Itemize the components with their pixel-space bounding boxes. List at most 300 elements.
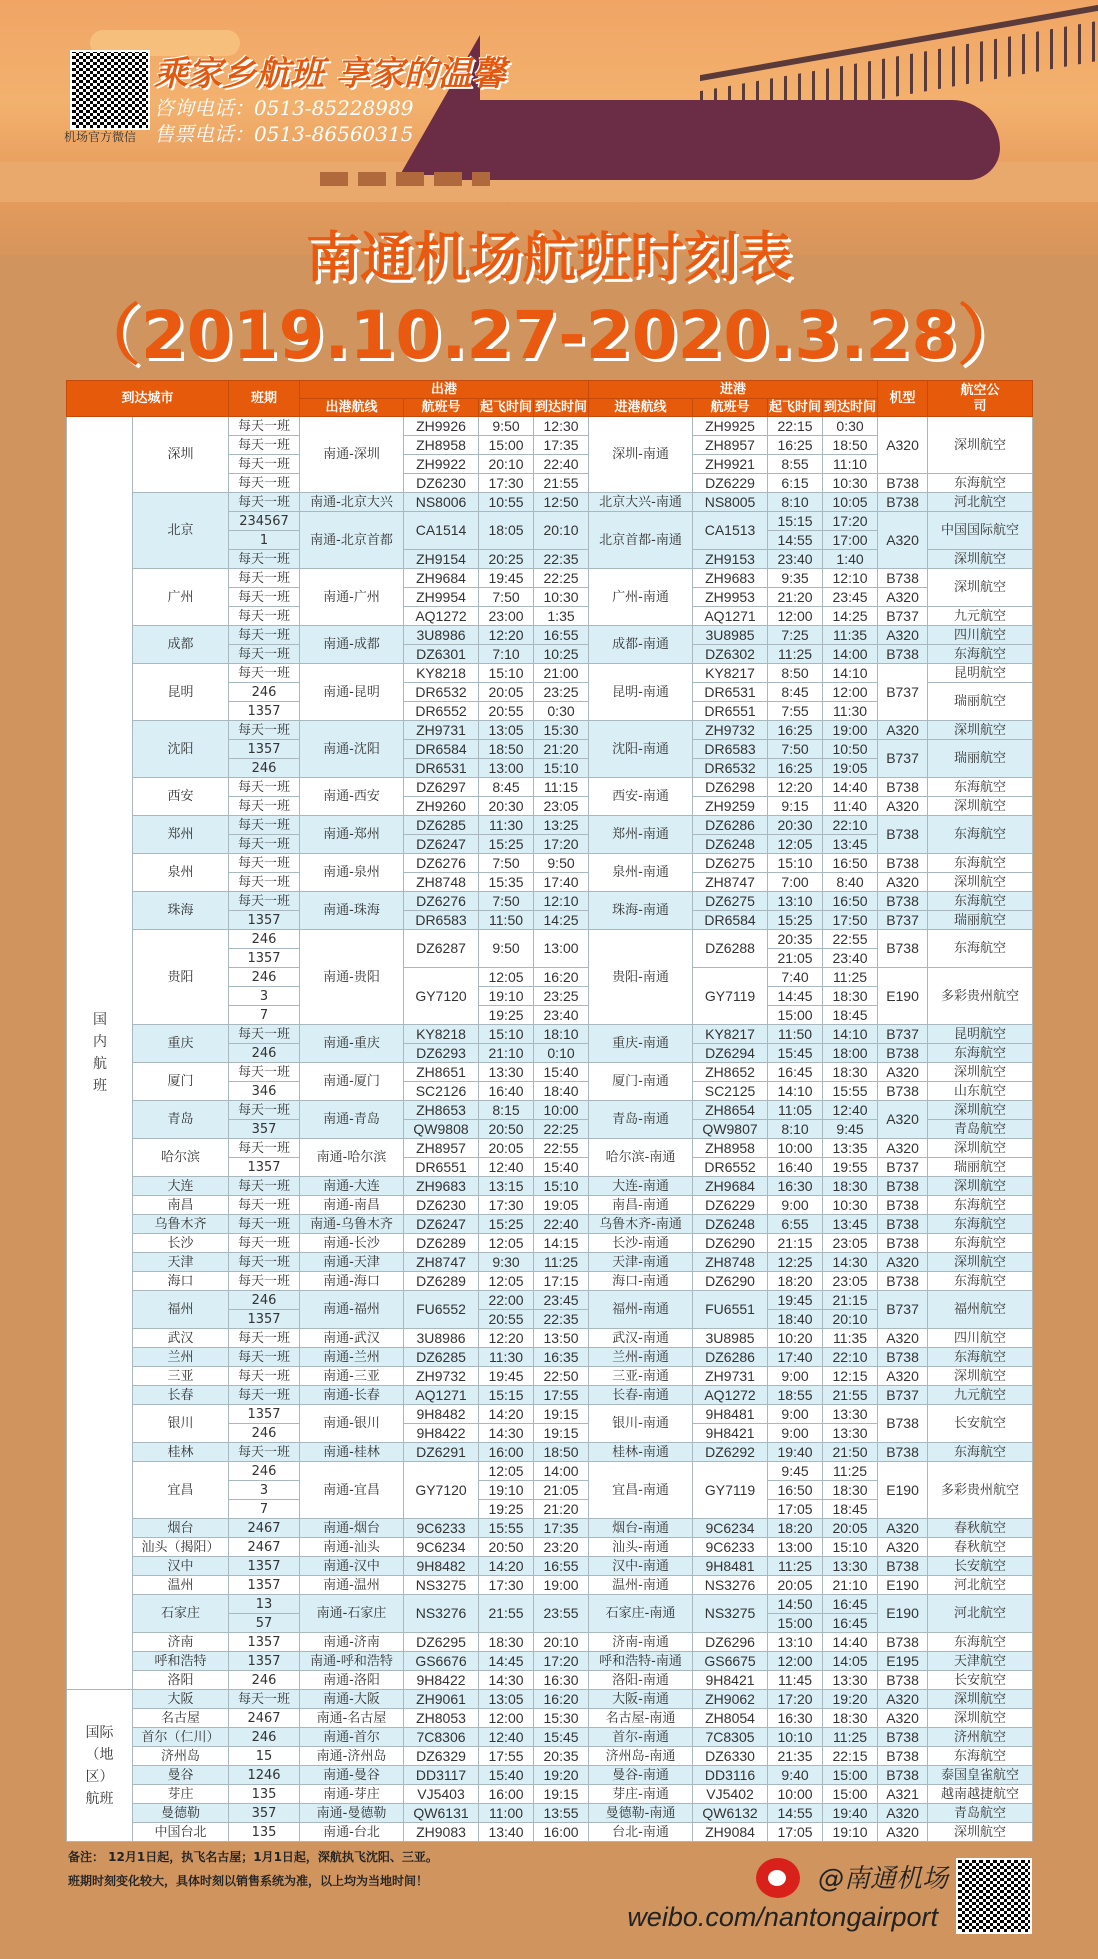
departure-route: 南通-温州: [300, 1576, 404, 1595]
weibo-qr-code[interactable]: [956, 1858, 1032, 1934]
departure-takeoff-time: 18:05: [479, 512, 534, 550]
departure-arrival-time: 21:05: [534, 1481, 589, 1500]
arrival-flight-number: ZH9084: [693, 1823, 768, 1842]
arrival-arrival-time: 17:20: [823, 512, 878, 531]
departure-arrival-time: 22:55: [534, 1139, 589, 1158]
airline-name: 瑞丽航空: [928, 1158, 1033, 1177]
departure-flight-number: DZ6297: [404, 778, 479, 797]
departure-arrival-time: 19:15: [534, 1785, 589, 1804]
arrival-route: 名古屋-南通: [589, 1709, 693, 1728]
arrival-route: 宜昌-南通: [589, 1462, 693, 1519]
arrival-arrival-time: 20:05: [823, 1519, 878, 1538]
schedule-days: 每天一班: [229, 1386, 300, 1405]
departure-takeoff-time: 11:00: [479, 1804, 534, 1823]
departure-route: 南通-武汉: [300, 1329, 404, 1348]
arrival-takeoff-time: 13:10: [768, 892, 823, 911]
arrival-arrival-time: 0:30: [823, 417, 878, 436]
departure-flight-number: DZ6295: [404, 1633, 479, 1652]
departure-takeoff-time: 13:15: [479, 1177, 534, 1196]
city-name: 宜昌: [133, 1462, 229, 1519]
header-schedule: 班期: [229, 381, 300, 417]
date-range: （2019.10.27-2020.3.28）: [74, 297, 1024, 374]
airline-name: 东海航空: [928, 1633, 1033, 1652]
arrival-flight-number: ZH9153: [693, 550, 768, 569]
departure-takeoff-time: 14:30: [479, 1424, 534, 1443]
schedule-days: 1357: [229, 1652, 300, 1671]
arrival-route: 汉中-南通: [589, 1557, 693, 1576]
departure-arrival-time: 16:30: [534, 1671, 589, 1690]
table-row: [67, 1709, 1033, 1728]
header-airline: 航空公司: [928, 381, 1033, 417]
arrival-takeoff-time: 22:15: [768, 417, 823, 436]
arrival-takeoff-time: 8:45: [768, 683, 823, 702]
schedule-days: 1357: [229, 911, 300, 930]
table-row: [67, 1196, 1033, 1215]
departure-arrival-time: 13:25: [534, 816, 589, 835]
city-name: 厦门: [133, 1063, 229, 1101]
arrival-route: 温州-南通: [589, 1576, 693, 1595]
city-name: 武汉: [133, 1329, 229, 1348]
arrival-takeoff-time: 17:05: [768, 1823, 823, 1842]
departure-arrival-time: 22:40: [534, 1215, 589, 1234]
departure-flight-number: ZH8651: [404, 1063, 479, 1082]
arrival-arrival-time: 9:45: [823, 1120, 878, 1139]
header-dep-flight: 航班号: [404, 399, 479, 417]
airline-name: 九元航空: [928, 607, 1033, 626]
departure-takeoff-time: 16:00: [479, 1443, 534, 1462]
arrival-arrival-time: 11:30: [823, 702, 878, 721]
arrival-takeoff-time: 6:15: [768, 474, 823, 493]
departure-route: 南通-呼和浩特: [300, 1652, 404, 1671]
weibo-handle[interactable]: @南通机场: [817, 1864, 948, 1894]
arrival-flight-number: DZ6248: [693, 835, 768, 854]
departure-takeoff-time: 15:10: [479, 664, 534, 683]
arrival-arrival-time: 21:15: [823, 1291, 878, 1310]
schedule-days: 246: [229, 1671, 300, 1690]
departure-arrival-time: 21:20: [534, 1500, 589, 1519]
departure-route: 南通-沈阳: [300, 721, 404, 778]
arrival-flight-number: ZH9062: [693, 1690, 768, 1709]
category-domestic: 国内航班: [67, 417, 133, 1690]
departure-route: 南通-广州: [300, 569, 404, 626]
arrival-route: 曼谷-南通: [589, 1766, 693, 1785]
departure-flight-number: GY7120: [404, 968, 479, 1025]
arrival-takeoff-time: 11:50: [768, 1025, 823, 1044]
arrival-arrival-time: 11:40: [823, 797, 878, 816]
weibo-url[interactable]: weibo.com/nantongairport: [627, 1902, 938, 1932]
arrival-arrival-time: 13:30: [823, 1671, 878, 1690]
table-row: [67, 1728, 1033, 1747]
arrival-arrival-time: 10:50: [823, 740, 878, 759]
arrival-flight-number: DR6583: [693, 740, 768, 759]
aircraft-type: A320: [878, 417, 928, 474]
arrival-route: 北京首都-南通: [589, 512, 693, 569]
header-aircraft: 机型: [878, 381, 928, 417]
baggage-carts-decoration: [320, 172, 490, 186]
departure-arrival-time: 17:35: [534, 1519, 589, 1538]
aircraft-type: A320: [878, 1101, 928, 1139]
airline-name: 深圳航空: [928, 1823, 1033, 1842]
arrival-arrival-time: 19:20: [823, 1690, 878, 1709]
arrival-takeoff-time: 14:50: [768, 1595, 823, 1614]
arrival-flight-number: ZH8748: [693, 1253, 768, 1272]
arrival-takeoff-time: 20:30: [768, 816, 823, 835]
departure-flight-number: DZ6247: [404, 1215, 479, 1234]
schedule-days: 每天一班: [229, 1063, 300, 1082]
aircraft-type: B738: [878, 1044, 928, 1063]
arrival-arrival-time: 18:30: [823, 1177, 878, 1196]
departure-takeoff-time: 17:30: [479, 1576, 534, 1595]
arrival-takeoff-time: 14:55: [768, 531, 823, 550]
departure-flight-number: ZH9922: [404, 455, 479, 474]
departure-arrival-time: 23:45: [534, 1291, 589, 1310]
table-row: [67, 1215, 1033, 1234]
departure-arrival-time: 14:15: [534, 1234, 589, 1253]
departure-arrival-time: 16:55: [534, 626, 589, 645]
arrival-flight-number: ZH8958: [693, 1139, 768, 1158]
departure-takeoff-time: 7:50: [479, 892, 534, 911]
arrival-route: 沈阳-南通: [589, 721, 693, 778]
header-dep-takeoff: 起飞时间: [480, 400, 533, 415]
arrival-flight-number: ZH9921: [693, 455, 768, 474]
arrival-arrival-time: 19:40: [823, 1804, 878, 1823]
ticket-phone: 售票电话：0513-86560315: [154, 122, 414, 146]
header-dep-route: 出港航线: [300, 399, 404, 417]
departure-route: 南通-昆明: [300, 664, 404, 721]
airline-name: 青岛航空: [928, 1804, 1033, 1823]
schedule-days: 每天一班: [229, 797, 300, 816]
schedule-days: 246: [229, 1424, 300, 1443]
table-row: [67, 417, 1033, 436]
arrival-arrival-time: 15:00: [823, 1785, 878, 1804]
airline-name: 河北航空: [928, 493, 1033, 512]
arrival-flight-number: GY7119: [693, 1462, 768, 1519]
airline-name: 东海航空: [928, 1443, 1033, 1462]
departure-arrival-time: 15:40: [534, 1063, 589, 1082]
arrival-flight-number: ZH9259: [693, 797, 768, 816]
arrival-takeoff-time: 7:40: [768, 968, 823, 987]
departure-arrival-time: 12:30: [534, 417, 589, 436]
arrival-takeoff-time: 17:20: [768, 1690, 823, 1709]
aircraft-type: B738: [878, 930, 928, 968]
departure-takeoff-time: 17:30: [479, 1196, 534, 1215]
departure-route: 南通-成都: [300, 626, 404, 664]
departure-takeoff-time: 12:20: [479, 1329, 534, 1348]
arrival-flight-number: DZ6275: [693, 854, 768, 873]
arrival-takeoff-time: 18:55: [768, 1386, 823, 1405]
table-row: [67, 778, 1033, 797]
departure-route: 南通-泉州: [300, 854, 404, 892]
aircraft-type: B737: [878, 607, 928, 626]
departure-takeoff-time: 15:25: [479, 835, 534, 854]
departure-flight-number: ZH9684: [404, 569, 479, 588]
city-name: 名古屋: [133, 1709, 229, 1728]
schedule-days: 每天一班: [229, 1443, 300, 1462]
arrival-route: 三亚-南通: [589, 1367, 693, 1386]
departure-flight-number: DR6551: [404, 1158, 479, 1177]
airline-name: 河北航空: [928, 1595, 1033, 1633]
aircraft-type: B738: [878, 1082, 928, 1101]
airline-name: 河北航空: [928, 1576, 1033, 1595]
schedule-days: 13: [229, 1595, 300, 1614]
schedule-days: 每天一班: [229, 436, 300, 455]
arrival-route: 首尔-南通: [589, 1728, 693, 1747]
city-name: 大连: [133, 1177, 229, 1196]
departure-flight-number: 3U8986: [404, 626, 479, 645]
arrival-flight-number: QW9807: [693, 1120, 768, 1139]
arrival-takeoff-time: 9:40: [768, 1766, 823, 1785]
departure-arrival-time: 19:00: [534, 1576, 589, 1595]
schedule-days: 每天一班: [229, 1215, 300, 1234]
departure-arrival-time: 12:10: [534, 892, 589, 911]
departure-takeoff-time: 14:45: [479, 1652, 534, 1671]
weibo-logo-icon: [756, 1858, 800, 1898]
city-name: 南昌: [133, 1196, 229, 1215]
departure-takeoff-time: 18:50: [479, 740, 534, 759]
airline-name: 多彩贵州航空: [928, 968, 1033, 1025]
departure-flight-number: NS3276: [404, 1595, 479, 1633]
airline-name: 深圳航空: [928, 1063, 1033, 1082]
departure-arrival-time: 17:20: [534, 1652, 589, 1671]
airline-name: 东海航空: [928, 1348, 1033, 1367]
aircraft-type: B738: [878, 854, 928, 873]
airline-name: 东海航空: [928, 778, 1033, 797]
schedule-days: 每天一班: [229, 835, 300, 854]
departure-takeoff-time: 18:30: [479, 1633, 534, 1652]
arrival-route: 济南-南通: [589, 1633, 693, 1652]
arrival-takeoff-time: 9:00: [768, 1405, 823, 1424]
departure-takeoff-time: 13:05: [479, 721, 534, 740]
wechat-qr-code[interactable]: [70, 50, 150, 130]
arrival-takeoff-time: 18:20: [768, 1519, 823, 1538]
arrival-arrival-time: 19:10: [823, 1823, 878, 1842]
schedule-days: 246: [229, 1291, 300, 1310]
arrival-takeoff-time: 15:10: [768, 854, 823, 873]
arrival-route: 珠海-南通: [589, 892, 693, 930]
departure-arrival-time: 15:40: [534, 1158, 589, 1177]
city-name: 曼德勒: [133, 1804, 229, 1823]
arrival-takeoff-time: 11:45: [768, 1671, 823, 1690]
arrival-arrival-time: 13:30: [823, 1557, 878, 1576]
departure-arrival-time: 10:25: [534, 645, 589, 664]
schedule-days: 每天一班: [229, 816, 300, 835]
departure-arrival-time: 17:55: [534, 1386, 589, 1405]
departure-flight-number: DZ6329: [404, 1747, 479, 1766]
departure-flight-number: ZH8747: [404, 1253, 479, 1272]
airline-name: 深圳航空: [928, 873, 1033, 892]
departure-arrival-time: 14:00: [534, 1462, 589, 1481]
departure-route: 南通-银川: [300, 1405, 404, 1443]
airline-name: 东海航空: [928, 1747, 1033, 1766]
schedule-days: 每天一班: [229, 1025, 300, 1044]
airplane-icon: [440, 100, 1000, 180]
consult-phone: 咨询电话：0513-85228989: [154, 96, 414, 120]
schedule-days: 2467: [229, 1709, 300, 1728]
arrival-flight-number: DZ6330: [693, 1747, 768, 1766]
airline-name: 四川航空: [928, 1329, 1033, 1348]
aircraft-type: B738: [878, 1633, 928, 1652]
arrival-takeoff-time: 7:55: [768, 702, 823, 721]
table-row: [67, 1234, 1033, 1253]
departure-arrival-time: 20:10: [534, 1633, 589, 1652]
aircraft-type: A320: [878, 1367, 928, 1386]
departure-arrival-time: 22:40: [534, 455, 589, 474]
departure-arrival-time: 17:35: [534, 436, 589, 455]
departure-flight-number: AQ1272: [404, 607, 479, 626]
departure-takeoff-time: 13:40: [479, 1823, 534, 1842]
aircraft-type: A320: [878, 1804, 928, 1823]
arrival-flight-number: AQ1272: [693, 1386, 768, 1405]
timetable-table: [66, 380, 1033, 1842]
departure-takeoff-time: 8:15: [479, 1101, 534, 1120]
header-arr-flight: 航班号: [693, 399, 768, 417]
departure-arrival-time: 13:55: [534, 1804, 589, 1823]
table-row: [67, 1177, 1033, 1196]
city-name: 长沙: [133, 1234, 229, 1253]
arrival-flight-number: ZH9683: [693, 569, 768, 588]
departure-flight-number: ZH9260: [404, 797, 479, 816]
departure-route: 南通-珠海: [300, 892, 404, 930]
arrival-takeoff-time: 9:00: [768, 1367, 823, 1386]
city-name: 郑州: [133, 816, 229, 854]
schedule-days: 每天一班: [229, 892, 300, 911]
departure-flight-number: ZH9154: [404, 550, 479, 569]
departure-flight-number: DZ6276: [404, 854, 479, 873]
airline-name: 多彩贵州航空: [928, 1462, 1033, 1519]
arrival-takeoff-time: 14:45: [768, 987, 823, 1006]
arrival-flight-number: DR6584: [693, 911, 768, 930]
header-arrivals: 进港: [589, 381, 878, 399]
arrival-arrival-time: 11:35: [823, 1329, 878, 1348]
departure-flight-number: DZ6287: [404, 930, 479, 968]
aircraft-type: A320: [878, 1823, 928, 1842]
arrival-arrival-time: 16:50: [823, 854, 878, 873]
table-row: [67, 1652, 1033, 1671]
departure-route: 南通-曼德勒: [300, 1804, 404, 1823]
arrival-arrival-time: 18:30: [823, 1063, 878, 1082]
departure-flight-number: DZ6291: [404, 1443, 479, 1462]
aircraft-type: B738: [878, 1196, 928, 1215]
schedule-days: 每天一班: [229, 873, 300, 892]
table-row: [67, 1538, 1033, 1557]
departure-takeoff-time: 12:05: [479, 1272, 534, 1291]
departure-takeoff-time: 12:05: [479, 968, 534, 987]
arrival-flight-number: DZ6298: [693, 778, 768, 797]
arrival-route: 济州岛-南通: [589, 1747, 693, 1766]
departure-route: 南通-汉中: [300, 1557, 404, 1576]
arrival-route: 呼和浩特-南通: [589, 1652, 693, 1671]
departure-route: 南通-福州: [300, 1291, 404, 1329]
arrival-flight-number: ZH9684: [693, 1177, 768, 1196]
departure-flight-number: DR6552: [404, 702, 479, 721]
table-row: [67, 1443, 1033, 1462]
departure-takeoff-time: 20:25: [479, 550, 534, 569]
departure-flight-number: CA1514: [404, 512, 479, 550]
schedule-days: 135: [229, 1823, 300, 1842]
departure-route: 南通-哈尔滨: [300, 1139, 404, 1177]
departure-flight-number: QW6131: [404, 1804, 479, 1823]
arrival-arrival-time: 22:15: [823, 1747, 878, 1766]
departure-flight-number: GY7120: [404, 1462, 479, 1519]
arrival-flight-number: ZH8654: [693, 1101, 768, 1120]
arrival-flight-number: NS8005: [693, 493, 768, 512]
arrival-takeoff-time: 14:55: [768, 1804, 823, 1823]
arrival-arrival-time: 15:55: [823, 1082, 878, 1101]
departure-route: 南通-洛阳: [300, 1671, 404, 1690]
departure-takeoff-time: 15:15: [479, 1386, 534, 1405]
aircraft-type: A320: [878, 873, 928, 892]
arrival-route: 泉州-南通: [589, 854, 693, 892]
departure-arrival-time: 14:25: [534, 911, 589, 930]
aircraft-type: B738: [878, 892, 928, 911]
arrival-flight-number: NS3276: [693, 1576, 768, 1595]
airline-name: 济州航空: [928, 1728, 1033, 1747]
arrival-takeoff-time: 19:45: [768, 1291, 823, 1310]
departure-arrival-time: 18:50: [534, 1443, 589, 1462]
aircraft-type: A320: [878, 1519, 928, 1538]
city-name: 沈阳: [133, 721, 229, 778]
arrival-route: 西安-南通: [589, 778, 693, 816]
departure-takeoff-time: 11:30: [479, 816, 534, 835]
airline-name: 深圳航空: [928, 550, 1033, 569]
airline-name: 深圳航空: [928, 1367, 1033, 1386]
departure-arrival-time: 18:40: [534, 1082, 589, 1101]
departure-route: 南通-北京首都: [300, 512, 404, 569]
arrival-flight-number: VJ5402: [693, 1785, 768, 1804]
table-row: [67, 1519, 1033, 1538]
arrival-route: 长春-南通: [589, 1386, 693, 1405]
schedule-days: 每天一班: [229, 1196, 300, 1215]
airline-name: 九元航空: [928, 1386, 1033, 1405]
departure-route: 南通-芽庄: [300, 1785, 404, 1804]
city-name: 兰州: [133, 1348, 229, 1367]
departure-flight-number: NS8006: [404, 493, 479, 512]
airline-name: 深圳航空: [928, 721, 1033, 740]
arrival-flight-number: DZ6275: [693, 892, 768, 911]
arrival-arrival-time: 10:30: [823, 1196, 878, 1215]
schedule-days: 357: [229, 1120, 300, 1139]
arrival-arrival-time: 19:00: [823, 721, 878, 740]
table-row: [67, 1329, 1033, 1348]
departure-arrival-time: 17:40: [534, 873, 589, 892]
arrival-flight-number: DR6552: [693, 1158, 768, 1177]
arrival-takeoff-time: 11:25: [768, 645, 823, 664]
note-line-2: 班期时刻变化较大，具体时刻以销售系统为准，以上均为当地时间！: [68, 1874, 429, 1888]
arrival-takeoff-time: 15:45: [768, 1044, 823, 1063]
arrival-takeoff-time: 21:35: [768, 1747, 823, 1766]
departure-flight-number: 9C6234: [404, 1538, 479, 1557]
city-name: 汕头（揭阳）: [133, 1538, 229, 1557]
schedule-days: 每天一班: [229, 588, 300, 607]
arrival-takeoff-time: 21:05: [768, 949, 823, 968]
departure-route: 南通-曼谷: [300, 1766, 404, 1785]
city-name: 首尔（仁川）: [133, 1728, 229, 1747]
departure-flight-number: 9H8422: [404, 1671, 479, 1690]
departure-flight-number: 7C8306: [404, 1728, 479, 1747]
city-name: 济南: [133, 1633, 229, 1652]
departure-takeoff-time: 12:20: [479, 626, 534, 645]
departure-arrival-time: 22:25: [534, 1120, 589, 1139]
arrival-arrival-time: 18:30: [823, 1709, 878, 1728]
departure-route: 南通-南昌: [300, 1196, 404, 1215]
slogan: 乘家乡航班 享家的温馨: [154, 54, 506, 94]
departure-takeoff-time: 9:50: [479, 930, 534, 968]
arrival-arrival-time: 14:10: [823, 664, 878, 683]
arrival-flight-number: 7C8305: [693, 1728, 768, 1747]
arrival-arrival-time: 11:25: [823, 1462, 878, 1481]
table-row: [67, 493, 1033, 512]
aircraft-type: E190: [878, 1576, 928, 1595]
